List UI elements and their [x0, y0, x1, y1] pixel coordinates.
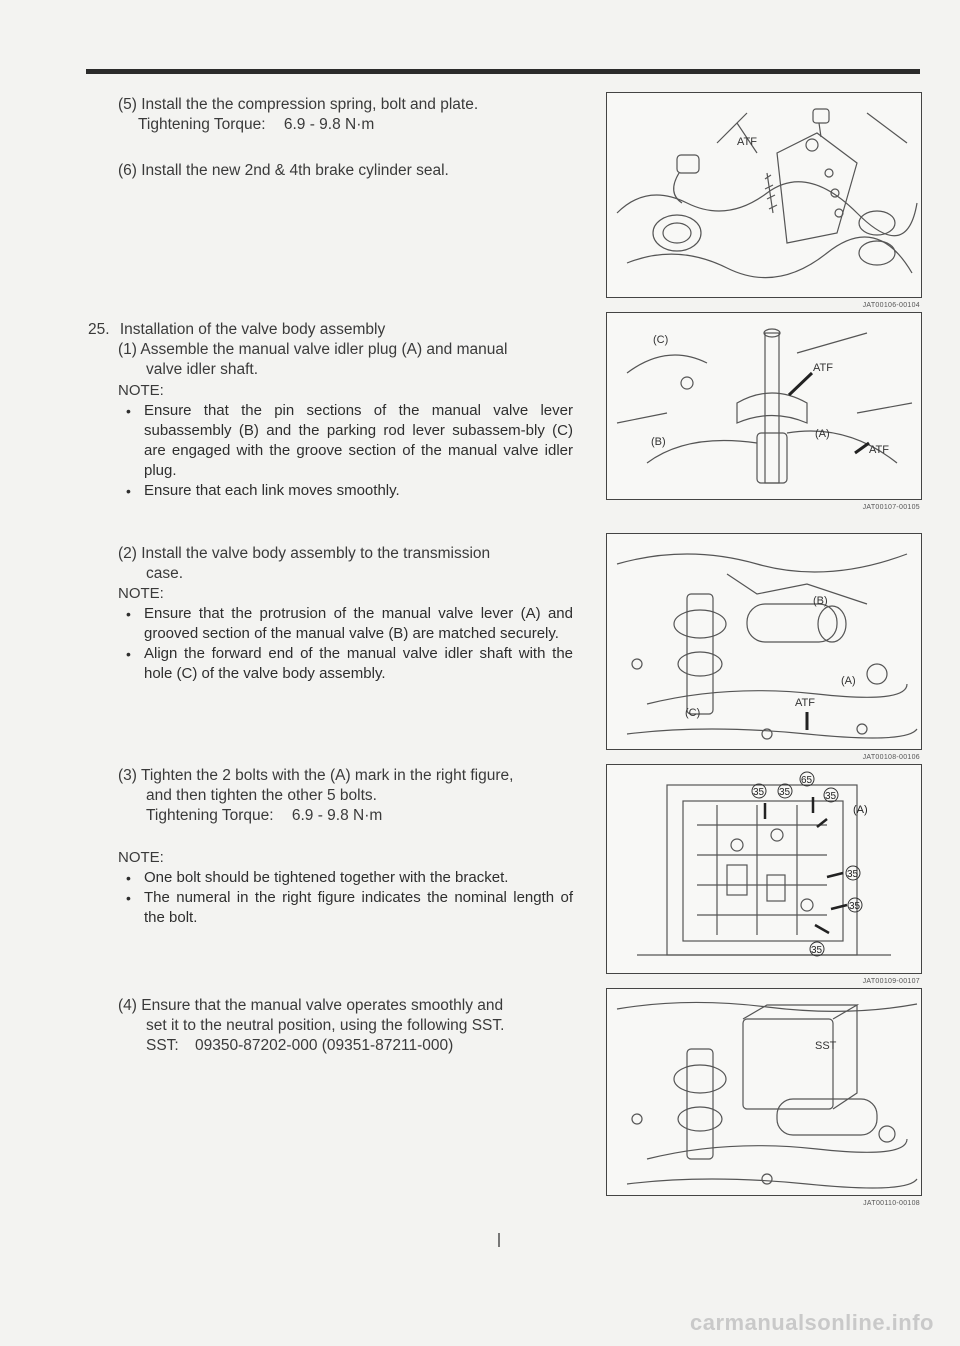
figure-1-label-atf: ATF [737, 136, 757, 148]
step-5 [118, 95, 478, 135]
sub-4 [118, 996, 588, 1056]
figure-2-label-c: (C) [653, 334, 669, 346]
torque-value: 6.9 - 9.8 N·m [291, 807, 383, 824]
figure-4-label-2: 35 [779, 787, 791, 798]
step-25-number: 25. [88, 321, 110, 338]
figure-4-label-3: 65 [801, 775, 813, 786]
figure-3-label-atf: ATF [795, 697, 815, 709]
sub-3 [118, 766, 588, 826]
figure-5-sst [606, 988, 922, 1196]
step-5-torque [118, 115, 478, 135]
sst-value: 09350-87202-000 (09351-87211-000) [195, 1037, 454, 1054]
sub-2-note-label: NOTE: [118, 585, 164, 602]
torque-value: 6.9 - 9.8 N·m [283, 116, 375, 133]
figure-4-label-7: 35 [811, 945, 823, 956]
sub-3-bullet-2: • The numeral in the right figure indicates the nominal length of the bolt. [118, 888, 573, 928]
figure-4-id: JAT00109-00107 [862, 978, 920, 985]
sub-3-torque [118, 806, 588, 826]
sub-2-bullet-2: • Align the forward end of the manual valve idler shaft with the hole (C) of the valve body assembly. [118, 644, 573, 684]
sst-label: SST: [146, 1037, 179, 1054]
torque-label: Tightening Torque: [138, 116, 266, 133]
sub-1-line-1: (1) Assemble the manual valve idler plug (A) and manual [118, 341, 508, 358]
figure-2-id: JAT00107-00105 [862, 504, 920, 511]
sub-4-line-1: (4) Ensure that the manual valve operates smoothly and [118, 997, 504, 1014]
figure-4-label-1: 35 [753, 787, 765, 798]
figure-2-illustration [607, 313, 921, 499]
sub-3-bullets [118, 868, 573, 928]
figure-4-label-6: 35 [849, 901, 861, 912]
figure-2-arrow-2 [855, 443, 869, 453]
sub-2-bullet-1: • Ensure that the protrusion of the manual valve lever (A) and grooved section of the manual valve (B) are matched securely. [118, 604, 573, 644]
sub-1-bullet-1: • Ensure that the pin sections of the manual valve lever subassembly (B) and the parking rod lever subassem-bly (C) are engaged with the groove section of the manual valve idler plug. [118, 401, 573, 481]
figure-3-label-a: (A) [841, 675, 856, 687]
figure-3-illustration [607, 534, 921, 749]
sub-2-line-1: (2) Install the valve body assembly to the transmission [118, 545, 491, 562]
sub-2-line-2: case. [146, 565, 184, 582]
figure-4-illustration [607, 765, 921, 973]
figure-1-id: JAT00106-00104 [862, 302, 920, 309]
sub-3-note-label: NOTE: [118, 849, 164, 866]
figure-2-idler-plug [606, 312, 922, 500]
top-rule [86, 69, 920, 74]
figure-3-label-b: (B) [813, 595, 828, 607]
sub-3-line-2: and then tighten the other 5 bolts. [146, 787, 377, 804]
sub-2-bullets [118, 604, 573, 684]
sub-1-bullets [118, 401, 573, 501]
figure-2-label-a: (A) [815, 428, 830, 440]
figure-2-label-atf-1: ATF [813, 362, 833, 374]
page-mark [498, 1233, 500, 1247]
sub-4-line-2: set it to the neutral position, using the following SST. [146, 1017, 505, 1034]
watermark: carmanualsonline.info [690, 1310, 934, 1335]
figure-1-illustration [607, 93, 921, 297]
figure-3-label-c: (C) [685, 707, 701, 719]
figure-4-label-a: (A) [853, 804, 868, 816]
sub-3-bullet-1: • One bolt should be tightened together with the bracket. [118, 868, 573, 888]
figure-5-illustration [607, 989, 921, 1195]
figure-5-label-sst: SST [815, 1040, 837, 1052]
sub-1-note-label: NOTE: [118, 382, 164, 399]
figure-2-label-atf-2: ATF [869, 444, 889, 456]
figure-1-compression-spring [606, 92, 922, 298]
figure-3-id: JAT00108-00106 [862, 754, 920, 761]
sub-4-sst [118, 1036, 588, 1056]
sub-1-bullet-2: • Ensure that each link moves smoothly. [118, 481, 573, 501]
figure-4-label-5: 35 [847, 869, 859, 880]
figure-2-arrow-1 [789, 373, 812, 395]
sub-1 [118, 340, 573, 380]
figure-5-id: JAT00110-00108 [863, 1200, 920, 1207]
figure-4-bolt-layout [606, 764, 922, 974]
sub-3-line-1: (3) Tighten the 2 bolts with the (A) mark in the right figure, [118, 767, 514, 784]
sub-2 [118, 544, 573, 584]
figure-4-label-4: 35 [825, 791, 837, 802]
step-25-title: Installation of the valve body assembly [119, 321, 386, 338]
sub-1-line-2: valve idler shaft. [146, 361, 258, 378]
step-6 [118, 161, 449, 181]
torque-label: Tightening Torque: [146, 807, 274, 824]
step-5-text: (5) Install the the compression spring, bolt and plate. [118, 96, 479, 113]
step-25-heading [88, 320, 385, 340]
figure-4-arrows [765, 797, 847, 933]
figure-3-valve-body [606, 533, 922, 750]
figure-2-label-b: (B) [651, 436, 666, 448]
step-6-text: (6) Install the new 2nd & 4th brake cylinder seal. [118, 162, 449, 179]
